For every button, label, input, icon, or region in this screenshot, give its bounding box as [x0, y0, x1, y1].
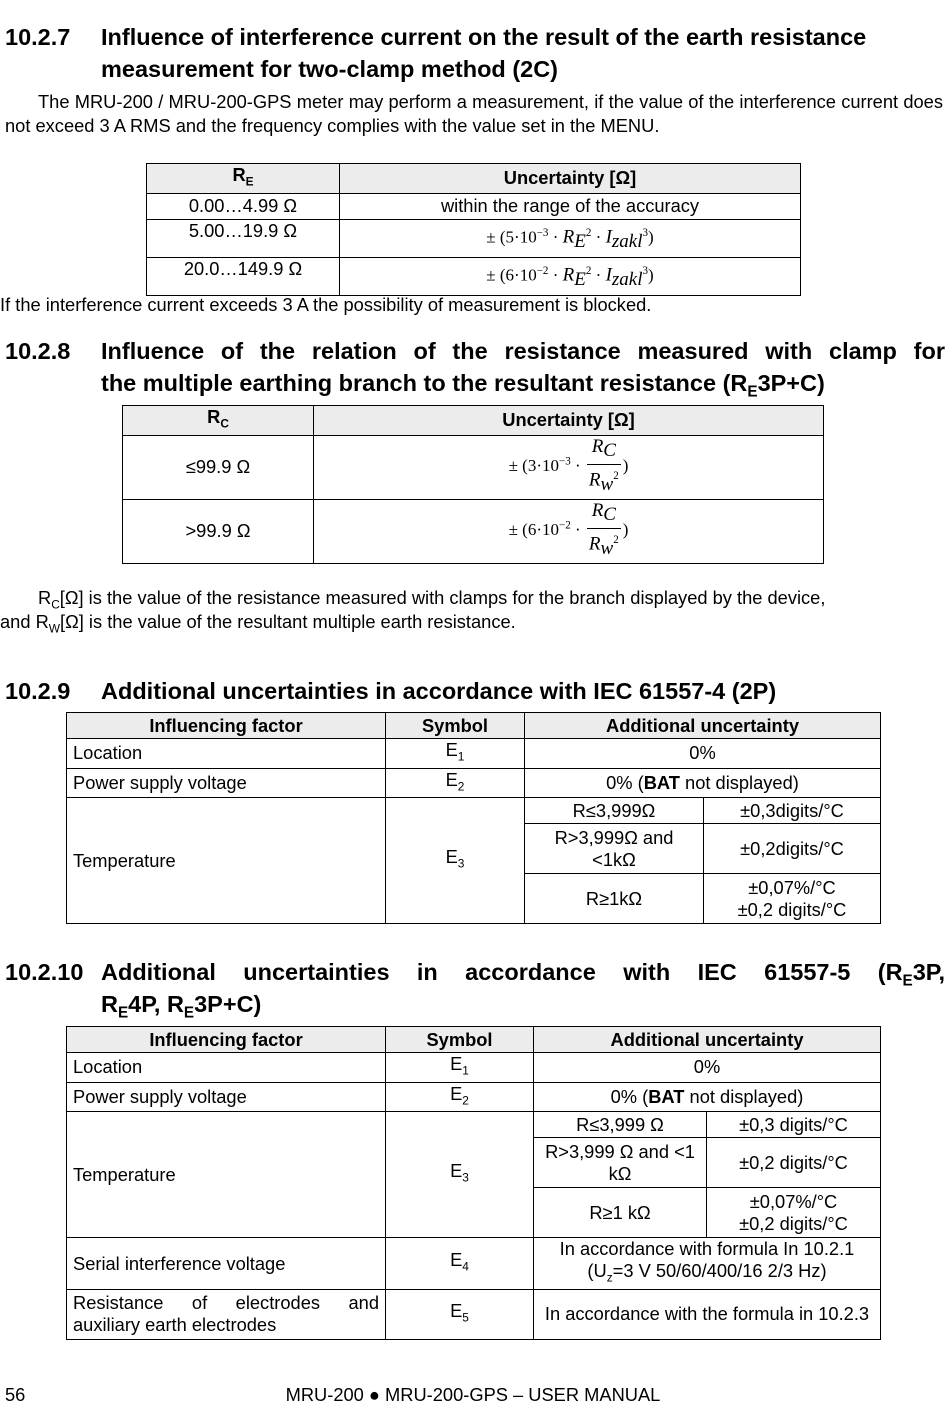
heading-10-2-8 [5, 336, 945, 401]
temp-value-1: ±0,3 digits/°C [707, 1112, 881, 1138]
factor-temperature: Temperature [67, 798, 386, 924]
footer-title: MRU-200 ● MRU-200-GPS – USER MANUAL [285, 1384, 661, 1405]
header-re: $R_E$ [147, 164, 340, 194]
header-additional: Additional uncertainty [534, 1027, 881, 1053]
value-power: 0% (BAT not displayed) [525, 768, 881, 798]
value-serial: In accordance with formula In 10.2.1 ($U_z=3$ V 50/60/400/16 2/3 Hz) [534, 1238, 881, 1290]
temp-value-1: ±0,3digits/°C [704, 798, 881, 824]
formula-cell: ± $(6\cdot 10^{-2} \cdot R_E^2 \cdot I_{zakl}^3)$ [340, 257, 801, 295]
header-symbol: Symbol [386, 1027, 534, 1053]
paragraph-interference: The MRU-200 / MRU-200-GPS meter may perform a measurement, if the value of the interference current does not exceed 3 A RMS and the frequency complies with the value set in the MENU. [5, 91, 943, 136]
temp-value-2: ±0,2digits/°C [704, 824, 881, 874]
section-title-line1: Additional uncertainties in accordance with IEC 61557-5 ($R_E3P$, [101, 959, 945, 990]
temp-range-3: R≥1kΩ [525, 874, 704, 924]
symbol-e2: $E_2$ [386, 1082, 534, 1112]
temp-range-3: R≥1 kΩ [534, 1188, 707, 1238]
range-cell: ≤99.9 Ω [123, 435, 314, 499]
heading-10-2-9 [5, 676, 945, 706]
temp-range-2: R>3,999 Ω and <1 kΩ [534, 1138, 707, 1188]
factor-serial: Serial interference voltage [67, 1238, 386, 1290]
header-factor: Influencing factor [67, 713, 386, 739]
range-cell: 5.00…19.9 Ω [147, 219, 340, 257]
table-iec-61557-5 [66, 1026, 881, 1340]
symbol-e4: $E_4$ [386, 1238, 534, 1290]
temp-range-1: R≤3,999Ω [525, 798, 704, 824]
note-rw: and $R_W[\Omega]$ is the value of the resultant multiple earth resistance. [0, 611, 516, 636]
note-rc: $R_C[\Omega]$ is the value of the resistance measured with clamps for the branch displayed by the device, [38, 587, 826, 612]
symbol-e1: $E_1$ [386, 1053, 534, 1083]
section-title-line1: Influence of interference current on the result of the earth resistance [101, 24, 867, 50]
table-clamp-relation [122, 405, 824, 564]
header-factor: Influencing factor [67, 1027, 386, 1053]
header-uncertainty: Uncertainty [Ω] [314, 406, 824, 436]
section-number: 10.2.8 [5, 338, 71, 364]
section-title-line2: the multiple earthing branch to the resultant resistance $(R_E3P+C)$ [101, 370, 825, 401]
temp-value-3: ±0,07%/°C ±0,2 digits/°C [707, 1188, 881, 1238]
symbol-e3: $E_3$ [386, 798, 525, 924]
note-blocked: If the interference current exceeds 3 A the possibility of measurement is blocked. [0, 294, 652, 315]
symbol-e2: $E_2$ [386, 768, 525, 798]
uncertainty-cell: within the range of the accuracy [340, 193, 801, 219]
formula-cell: ± ($6\cdot 10^{-2}$ · $\frac{R_C}{R_w^2}$ ) [314, 499, 824, 563]
heading-10-2-7 [5, 22, 945, 84]
factor-location: Location [67, 1053, 386, 1083]
temp-value-3: ±0,07%/°C ±0,2 digits/°C [704, 874, 881, 924]
range-cell: 0.00…4.99 Ω [147, 193, 340, 219]
value-resistance: In accordance with the formula in 10.2.3 [534, 1289, 881, 1339]
page-number: 56 [5, 1384, 26, 1405]
range-cell: >99.9 Ω [123, 499, 314, 563]
header-additional: Additional uncertainty [525, 713, 881, 739]
factor-power: Power supply voltage [67, 768, 386, 798]
symbol-e3: $E_3$ [386, 1112, 534, 1238]
header-uncertainty: Uncertainty [Ω] [340, 164, 801, 194]
temp-range-2: R>3,999Ω and <1kΩ [525, 824, 704, 874]
header-symbol: Symbol [386, 713, 525, 739]
formula-cell: ± ($3\cdot 10^{-3}$ · $\frac{R_C}{R_w^2}$ ) [314, 435, 824, 499]
table-iec-61557-4 [66, 712, 881, 924]
heading-10-2-10 [5, 957, 945, 1022]
range-cell: 20.0…149.9 Ω [147, 257, 340, 295]
section-title-line1: Influence of the relation of the resistance measured with clamp for [101, 338, 945, 364]
table-interference-current [146, 163, 801, 296]
temp-range-1: R≤3,999 Ω [534, 1112, 707, 1138]
section-number: 10.2.7 [5, 24, 71, 50]
symbol-e5: $E_5$ [386, 1289, 534, 1339]
value-location: 0% [534, 1053, 881, 1083]
section-number: 10.2.10 [5, 959, 84, 985]
temp-value-2: ±0,2 digits/°C [707, 1138, 881, 1188]
symbol-e1: $E_1$ [386, 739, 525, 769]
formula-cell: ± $(5\cdot 10^{-3} \cdot R_E^2 \cdot I_{zakl}^3)$ [340, 219, 801, 257]
value-location: 0% [525, 739, 881, 769]
section-title-line2: measurement for two-clamp method (2C) [101, 56, 559, 82]
section-title: Additional uncertainties in accordance with IEC 61557-4 (2P) [101, 678, 777, 704]
section-number: 10.2.9 [5, 678, 71, 704]
factor-location: Location [67, 739, 386, 769]
factor-temperature: Temperature [67, 1112, 386, 1238]
factor-power: Power supply voltage [67, 1082, 386, 1112]
factor-resistance: Resistance of electrodes and auxiliary earth electrodes [67, 1289, 386, 1339]
value-power: 0% (BAT not displayed) [534, 1082, 881, 1112]
section-title-line2: $R_E4P$, $R_E3P+C$) [101, 991, 262, 1022]
header-rc: $R_C$ [123, 406, 314, 436]
